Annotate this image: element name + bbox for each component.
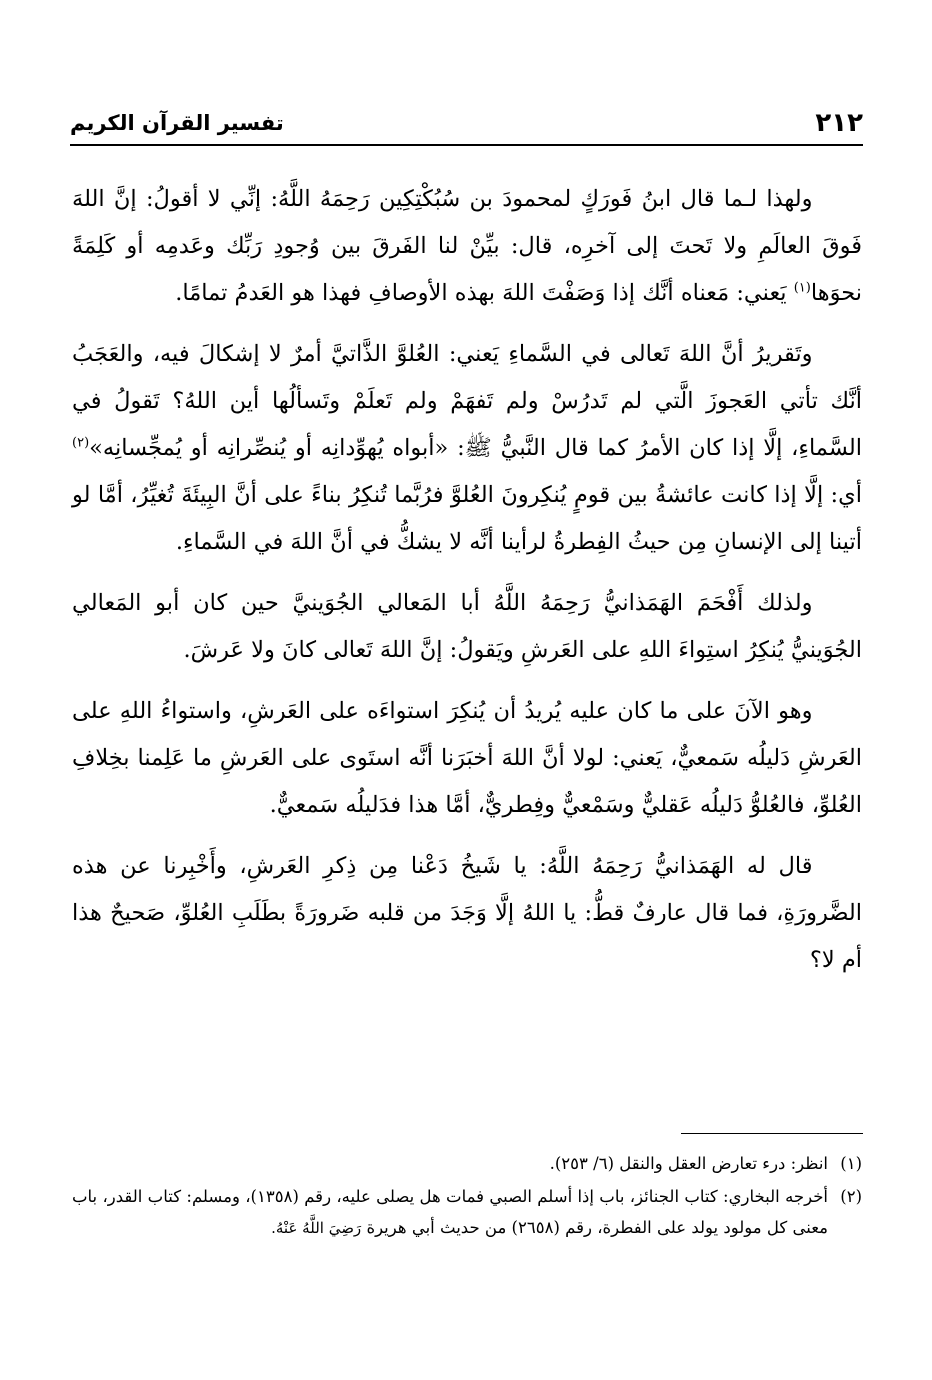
footnote xyxy=(72,1181,862,1244)
book-title: تفسير القرآن الكريم xyxy=(70,111,284,135)
footnote-text: أخرجه البخاري: كتاب الجنائز، باب إذا أسلم الصبي فمات هل يصلى عليه، رقم (١٣٥٨)، ومسلم: كتاب القدر، باب معنى كل مولود يولد على الفطرة، رقم (٢٦٥٨) من حديث أبي هريرة xyxy=(72,1187,828,1237)
footnote-number: (١) xyxy=(840,1154,862,1173)
footnote-number: (٢) xyxy=(840,1187,862,1206)
honorific-phrase: رَضِيَ اللَّهُ عَنْهُ. xyxy=(271,1219,362,1237)
main-text xyxy=(72,176,862,998)
paragraph-text: يَعني: مَعناه أنَّك إذا وَصَفْتَ اللهَ بهذه الأوصافِ فهذا هو العَدمُ تمامًا. xyxy=(175,280,794,306)
paragraph-text: أي: إلَّا إذا كانت عائشةُ بين قومٍ يُنكِرونَ العُلوَّ فرُبَّما تُنكِرُ بناءً على أنَّ البِيئَةَ تُغيِّرُ، أمَّا لو أتينا إلى الإنسانِ مِن حيثُ الفِطرةُ لرأينا أنَّه لا يشكُّ في أنَّ اللهَ في السَّماءِ. xyxy=(72,482,862,555)
footnote-reference: (١) xyxy=(793,280,811,296)
paragraph-text: وتَقريرُ أنَّ اللهَ تَعالى في السَّماءِ يَعني: العُلوَّ الذَّاتيَّ أمرٌ لا إشكالَ فيه، والعَجَبُ أنَّك تأتي العَجوزَ الَّتي لم تَدرُسْ ولم تَفهَمْ ولم تَعلَمْ وتَسألُها أين اللهُ؟ تَقولُ في السَّماءِ، إلَّا إذا كان الأمرُ كما قال النَّبيُّ ﷺ: «أبواه يُهوِّدانِه أو يُنصِّرانِه أو يُمجِّسانِه» xyxy=(72,341,862,461)
page-number: ٢١٢ xyxy=(815,108,863,138)
paragraph-text: ولهذا لـما قال ابنُ فَورَكٍ لمحمودَ بن سُبُكْتِكِين رَحِمَهُ اللَّهُ: إنِّي لا أقولُ: إنَّ اللهَ فَوقَ العالَمِ ولا تَحتَ إلى آخرِه، قال: بيِّنْ لنا الفَرقَ بين وُجودِ رَبِّك وعَدمِه أو كَلِمَةً نحوَها xyxy=(72,186,862,306)
footnote xyxy=(72,1148,862,1179)
paragraph: ولذلك أَفْحَمَ الهَمَذانيُّ رَحِمَهُ اللَّهُ أبا المَعالي الجُوَينيَّ حين كان أبو المَعالي الجُوَينيُّ يُنكِرُ استِواءَ اللهِ على العَرشِ ويَقولُ: إنَّ اللهَ تَعالى كانَ ولا عَرشَ. xyxy=(72,590,862,663)
page-header xyxy=(70,98,863,146)
paragraph: وهو الآنَ على ما كان عليه يُريدُ أن يُنكِرَ استواءَه على العَرشِ، واستواءُ اللهِ على العَرشِ دَليلُه سَمعيٌّ، يَعني: لولا أنَّ اللهَ أخبَرَنا أنَّه استَوى على العَرشِ ما عَلِمنا بخِلافِ العُلوِّ، فالعُلوُّ دَليلُه عَقليٌّ وسَمْعيٌّ وفِطريٌّ، أمَّا هذا فدَليلُه سَمعيٌّ. xyxy=(72,698,862,818)
footnote-reference: (٢) xyxy=(72,435,90,451)
footnotes xyxy=(72,1148,862,1246)
paragraph xyxy=(72,331,862,566)
paragraph: قال له الهَمَذانيُّ رَحِمَهُ اللَّهُ: يا شَيخُ دَعْنا مِن ذِكرِ العَرشِ، وأَخْبِرنا عن هذه الضَّرورَةِ، فما قال عارفٌ قطُّ: يا اللهُ إلَّا وَجَدَ من قلبه ضَرورَةً بطَلَبِ العُلوِّ، صَحيحٌ هذا أم لا؟ xyxy=(72,853,862,973)
footnote-separator xyxy=(681,1133,863,1134)
footnote-text: انظر: درء تعارض العقل والنقل (٦/ ٢٥٣). xyxy=(549,1154,828,1173)
paragraph xyxy=(72,176,862,317)
